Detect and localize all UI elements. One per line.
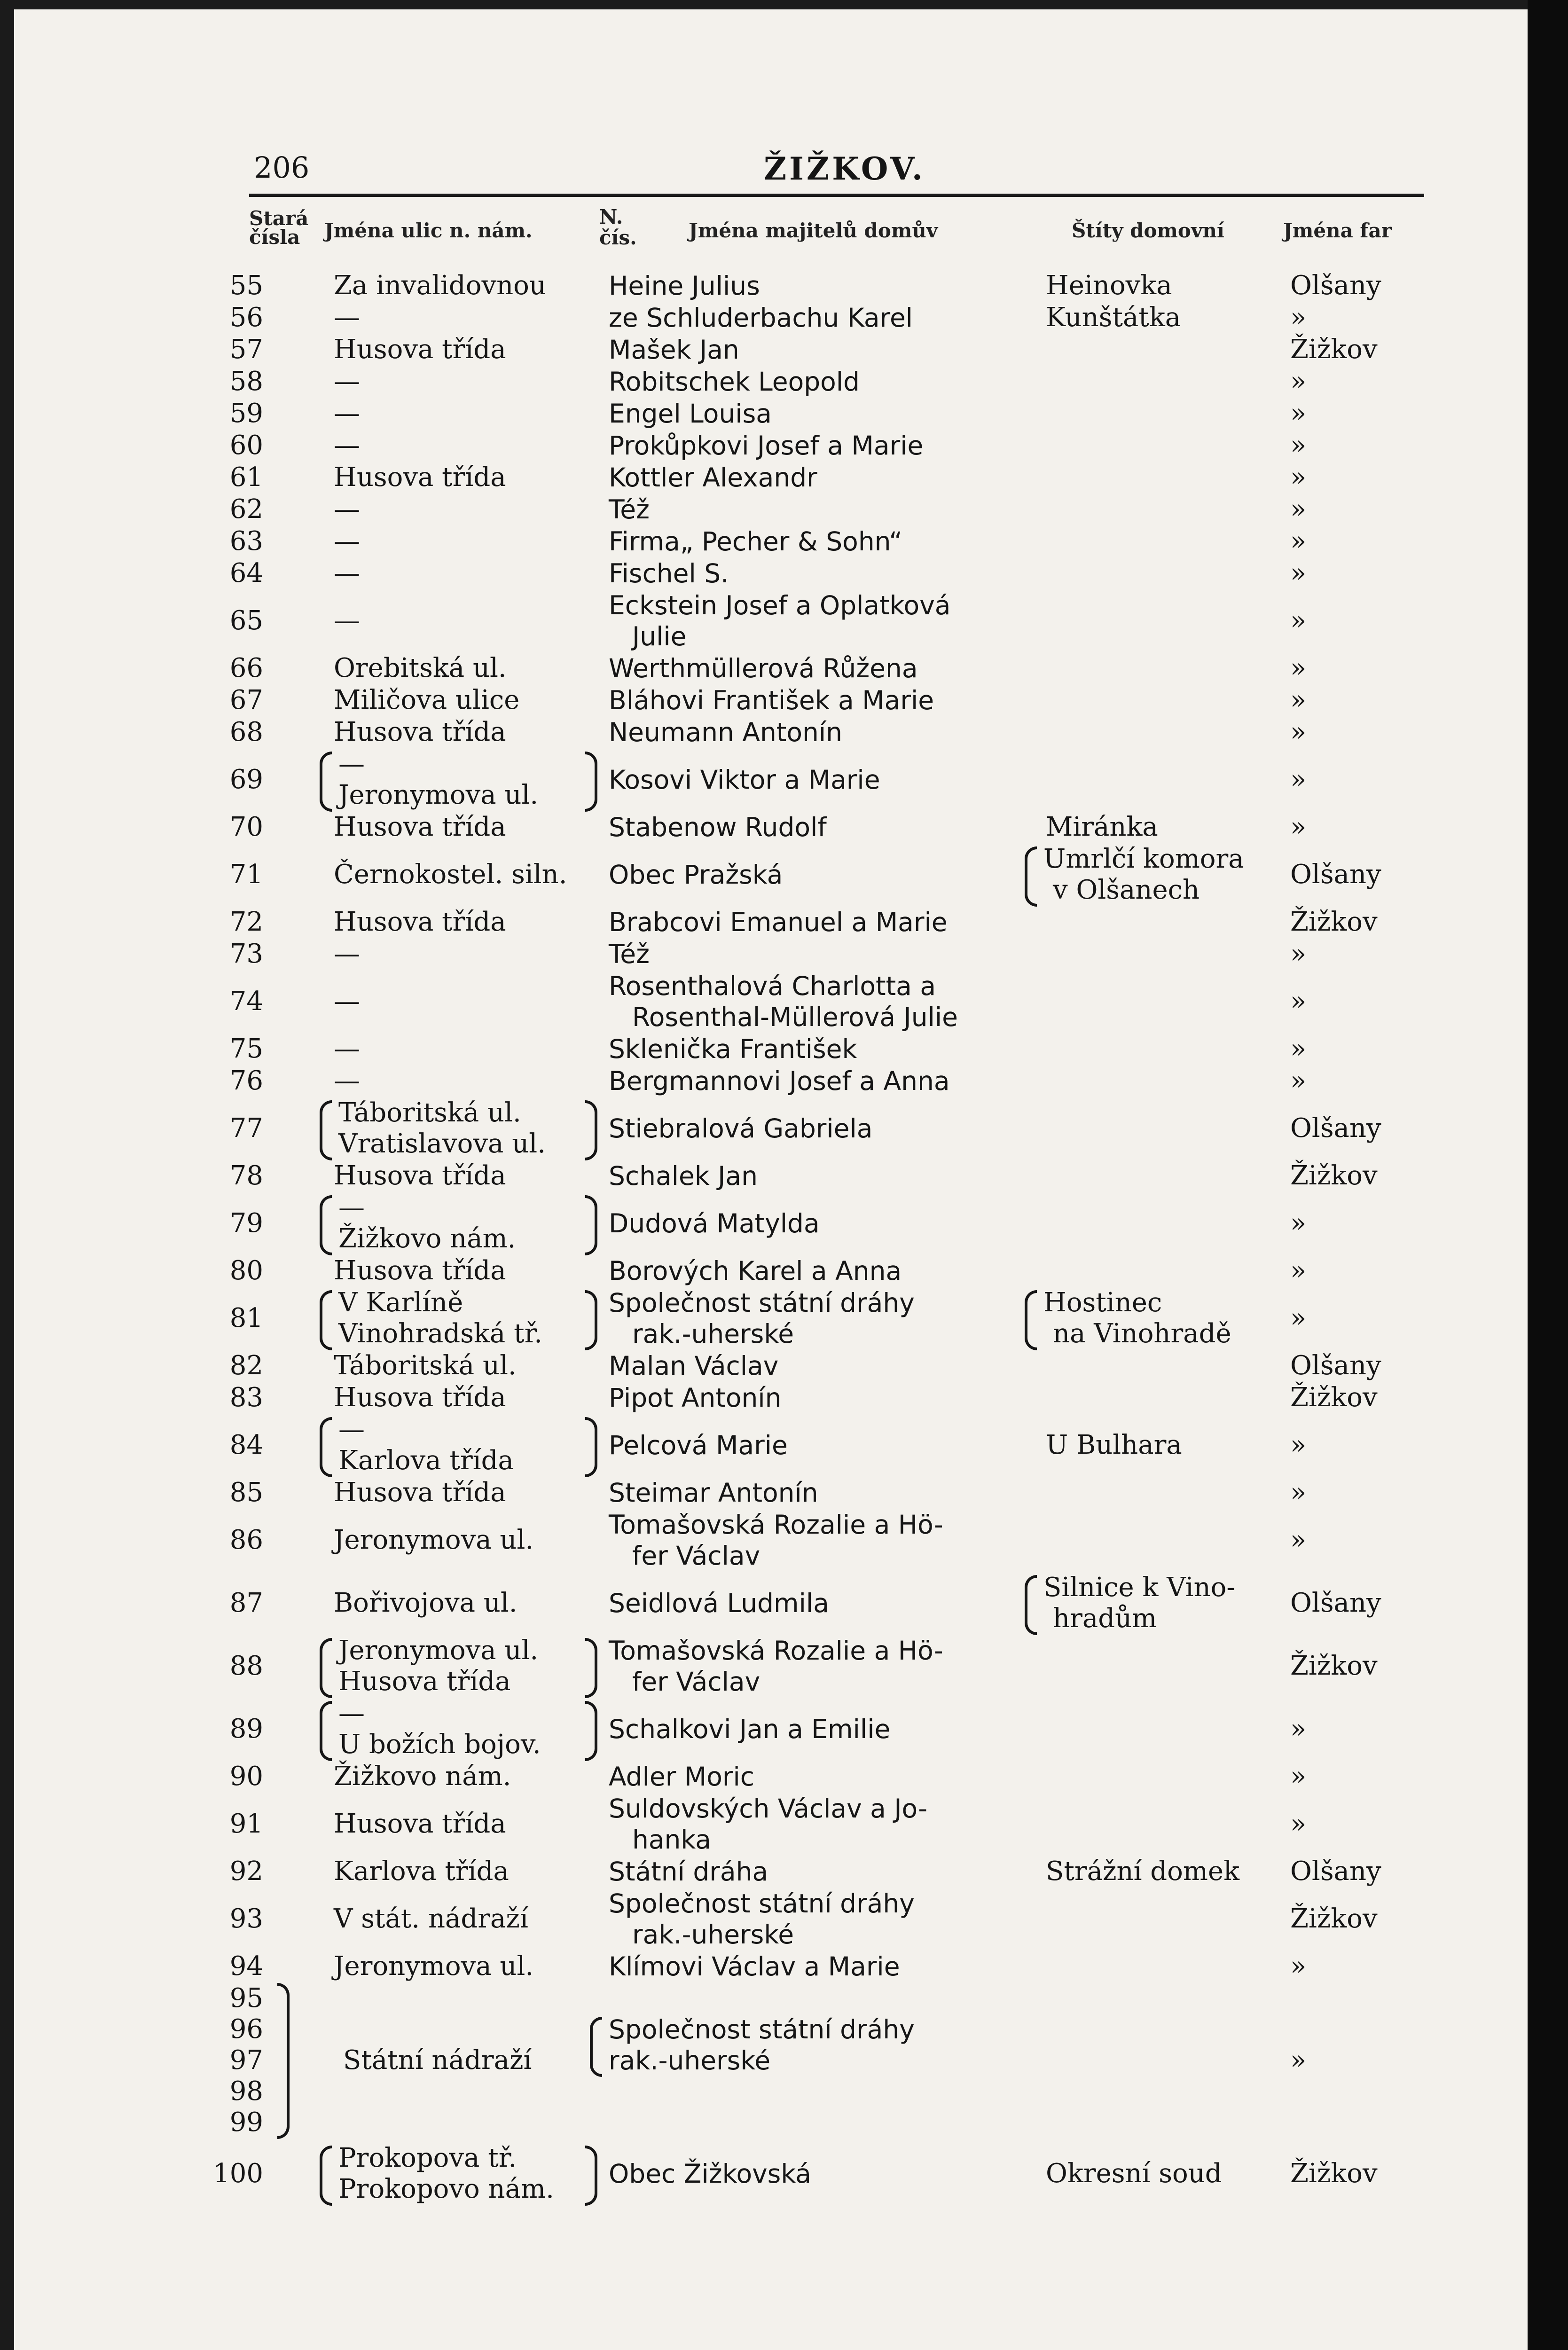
parish-name: Olšany xyxy=(1290,1856,1381,1887)
parish-name: Žižkov xyxy=(1290,1904,1378,1934)
parish-name: » xyxy=(1290,812,1307,842)
street-name: — xyxy=(334,939,360,969)
house-number: 82 xyxy=(229,1350,263,1381)
house-number: 56 xyxy=(229,302,263,333)
parish-name: » xyxy=(1290,605,1307,636)
parish-name: » xyxy=(1290,717,1307,747)
house-number: 64 xyxy=(229,558,263,588)
street-name: Jeronymova ul. xyxy=(334,1525,534,1555)
parish-name: » xyxy=(1290,1255,1307,1286)
street-name: Husova třída xyxy=(334,1809,506,1839)
street-name: — xyxy=(338,1192,365,1223)
owner-name: Stabenow Rudolf xyxy=(609,812,827,842)
house-number: 69 xyxy=(229,764,263,795)
street-name: Jeronymova ul. xyxy=(338,1635,539,1666)
street-brace xyxy=(585,1701,597,1761)
house-number: 94 xyxy=(229,1951,263,1982)
header-owners: Jména majitelů domův xyxy=(689,219,938,242)
owner-name: Schalek Jan xyxy=(609,1161,758,1191)
owner-name: Brabcovi Emanuel a Marie xyxy=(609,907,948,937)
owner-name: Mašek Jan xyxy=(609,335,739,365)
group-brace xyxy=(277,1983,290,2139)
street-brace xyxy=(320,1638,332,1698)
street-name: Státní nádraží xyxy=(343,2045,532,2076)
owner-name: Adler Moric xyxy=(609,1762,755,1792)
street-name: Husova třída xyxy=(334,1160,506,1191)
street-name: Husova třída xyxy=(334,812,506,842)
owner-name: Borových Karel a Anna xyxy=(609,1256,902,1286)
house-number: 84 xyxy=(229,1430,263,1460)
street-name: Bořivojova ul. xyxy=(334,1588,517,1618)
owner-name: Rosenthal-Müllerová Julie xyxy=(632,1002,958,1032)
parish-name: » xyxy=(1290,1761,1307,1792)
house-number: 80 xyxy=(229,1255,263,1286)
house-number: 68 xyxy=(229,717,263,747)
street-brace xyxy=(320,2146,332,2206)
street-name: Žižkovo nám. xyxy=(334,1761,511,1792)
parish-name: » xyxy=(1290,462,1307,493)
parish-name: » xyxy=(1290,986,1307,1017)
parish-name: » xyxy=(1290,1525,1307,1555)
street-name: Karlova třída xyxy=(338,1445,514,1476)
parish-name: » xyxy=(1290,1477,1307,1508)
sign-brace xyxy=(1025,846,1037,907)
house-number: 76 xyxy=(229,1065,263,1096)
parish-name: Žižkov xyxy=(1290,1382,1378,1413)
street-name: Prokopovo nám. xyxy=(338,2174,554,2204)
street-name: Karlova třída xyxy=(334,1856,509,1887)
owner-name: Eckstein Josef a Oplatková xyxy=(609,590,951,620)
street-name: — xyxy=(334,430,360,461)
house-number: 99 xyxy=(229,2107,263,2138)
street-name: — xyxy=(334,494,360,525)
house-number: 79 xyxy=(229,1208,263,1238)
owner-name: Též xyxy=(609,494,650,525)
house-number: 98 xyxy=(229,2076,263,2107)
street-name: Husova třída xyxy=(334,1255,506,1286)
street-name: — xyxy=(334,526,360,556)
owner-name: Obec Pražská xyxy=(609,860,783,890)
parish-name: » xyxy=(1290,302,1307,333)
house-number: 78 xyxy=(229,1160,263,1191)
house-sign: Strážní domek xyxy=(1046,1856,1240,1887)
street-name: Černokostel. siln. xyxy=(334,859,567,890)
owner-name: Heine Julius xyxy=(609,271,760,301)
house-sign: v Olšanech xyxy=(1053,875,1200,905)
page-edge-shadow xyxy=(1528,0,1568,2350)
house-number: 93 xyxy=(229,1904,263,1934)
parish-name: Žižkov xyxy=(1290,907,1378,937)
house-number: 75 xyxy=(229,1034,263,1064)
house-number: 83 xyxy=(229,1382,263,1413)
street-brace xyxy=(320,1290,332,1350)
owner-name: Tomašovská Rozalie a Hö- xyxy=(609,1636,943,1666)
street-name: Vratislavova ul. xyxy=(338,1128,546,1159)
owner-name: Klímovi Václav a Marie xyxy=(609,1951,900,1982)
owner-name: Pelcová Marie xyxy=(609,1430,788,1460)
owner-name: Seidlová Ludmila xyxy=(609,1588,829,1618)
owner-name: rak.-uherské xyxy=(632,1319,794,1349)
street-brace xyxy=(320,1195,332,1255)
street-brace xyxy=(320,1100,332,1160)
owner-brace xyxy=(590,2017,602,2077)
parish-name: Žižkov xyxy=(1290,1651,1378,1681)
street-brace xyxy=(320,752,332,812)
street-name: — xyxy=(334,1034,360,1064)
house-sign: Miránka xyxy=(1046,812,1158,842)
sign-brace xyxy=(1025,1575,1037,1635)
street-name: Prokopova tř. xyxy=(338,2143,517,2173)
street-name: Husova třída xyxy=(334,334,506,365)
owner-name: Kosovi Viktor a Marie xyxy=(609,765,880,795)
house-sign: hradům xyxy=(1053,1603,1157,1634)
owner-name: Engel Louisa xyxy=(609,399,772,429)
house-number: 74 xyxy=(229,986,263,1017)
parish-name: Olšany xyxy=(1290,270,1381,301)
parish-name: » xyxy=(1290,366,1307,397)
street-name: — xyxy=(338,1698,365,1729)
header-rule xyxy=(249,194,1424,197)
owner-name: Společnost státní dráhy xyxy=(609,2014,915,2044)
parish-name: » xyxy=(1290,2045,1307,2076)
street-name: Jeronymova ul. xyxy=(338,780,539,810)
street-name: — xyxy=(334,366,360,397)
street-name: Vinohradská tř. xyxy=(338,1318,542,1349)
house-number: 86 xyxy=(229,1525,263,1555)
house-number: 100 xyxy=(213,2158,263,2189)
house-sign: Umrlčí komora xyxy=(1043,844,1244,874)
house-number: 87 xyxy=(229,1588,263,1618)
house-sign: na Vinohradě xyxy=(1053,1318,1231,1349)
house-number: 85 xyxy=(229,1477,263,1508)
owner-name: Společnost státní dráhy xyxy=(609,1288,915,1318)
street-name: Orebitská ul. xyxy=(334,653,507,683)
owner-name: Schalkovi Jan a Emilie xyxy=(609,1714,891,1744)
owner-name: Sklenička František xyxy=(609,1034,857,1064)
street-name: — xyxy=(338,749,365,779)
owner-name: Pipot Antonín xyxy=(609,1383,782,1413)
owner-name: rak.-uherské xyxy=(632,1919,794,1950)
house-sign: U Bulhara xyxy=(1046,1430,1182,1460)
parish-name: » xyxy=(1290,653,1307,683)
house-sign: Silnice k Vino- xyxy=(1043,1572,1236,1603)
house-number: 91 xyxy=(229,1809,263,1839)
owner-name: Bergmannovi Josef a Anna xyxy=(609,1066,950,1096)
header-old-numbers: Stará čísla xyxy=(249,207,309,249)
owner-name: Kottler Alexandr xyxy=(609,462,817,493)
owner-name: hanka xyxy=(632,1825,712,1855)
page-title: ŽIŽKOV. xyxy=(764,150,925,187)
house-number: 65 xyxy=(229,605,263,636)
house-number: 66 xyxy=(229,653,263,683)
parish-name: » xyxy=(1290,526,1307,556)
owner-name: Malan Václav xyxy=(609,1351,779,1381)
house-number: 89 xyxy=(229,1714,263,1744)
house-number: 73 xyxy=(229,939,263,969)
parish-name: » xyxy=(1290,764,1307,795)
house-number: 60 xyxy=(229,430,263,461)
street-brace xyxy=(585,752,597,812)
street-name: Husova třída xyxy=(338,1666,511,1697)
street-name: — xyxy=(334,558,360,588)
street-brace xyxy=(585,1638,597,1698)
street-brace xyxy=(320,1701,332,1761)
owner-name: ze Schluderbachu Karel xyxy=(609,303,913,333)
parish-name: » xyxy=(1290,1034,1307,1064)
parish-name: » xyxy=(1290,1303,1307,1333)
house-number: 57 xyxy=(229,334,263,365)
page-number: 206 xyxy=(254,150,310,185)
street-name: Husova třída xyxy=(334,717,506,747)
owner-name: Prokůpkovi Josef a Marie xyxy=(609,431,924,461)
parish-name: » xyxy=(1290,685,1307,715)
house-number: 95 xyxy=(229,1983,263,2013)
parish-name: Olšany xyxy=(1290,1588,1381,1618)
owner-name: Stiebralová Gabriela xyxy=(609,1113,873,1144)
house-sign: Heinovka xyxy=(1046,270,1172,301)
street-name: U božích bojov. xyxy=(338,1729,541,1760)
parish-name: Žižkov xyxy=(1290,334,1378,365)
parish-name: » xyxy=(1290,398,1307,429)
owner-name: Též xyxy=(609,939,650,969)
owner-name: Neumann Antonín xyxy=(609,717,843,747)
parish-name: » xyxy=(1290,430,1307,461)
street-brace xyxy=(585,1417,597,1477)
street-name: — xyxy=(334,605,360,636)
owner-name: Bláhovi František a Marie xyxy=(609,685,934,715)
header-new-numbers: N. čís. xyxy=(599,205,637,249)
parish-name: » xyxy=(1290,1809,1307,1839)
house-number: 71 xyxy=(229,859,263,890)
house-number: 72 xyxy=(229,907,263,937)
owner-name: Firma„ Pecher & Sohn“ xyxy=(609,526,903,556)
owner-name: Obec Žižkovská xyxy=(609,2159,811,2189)
house-sign: Hostinec xyxy=(1043,1287,1162,1318)
street-name: — xyxy=(334,302,360,333)
street-name: — xyxy=(338,1414,365,1445)
owner-name: Státní dráha xyxy=(609,1856,768,1887)
street-name: Táboritská ul. xyxy=(334,1350,517,1381)
owner-name: Steimar Antonín xyxy=(609,1478,818,1508)
street-name: Husova třída xyxy=(334,907,506,937)
owner-name: Werthmüllerová Růžena xyxy=(609,653,918,683)
parish-name: Olšany xyxy=(1290,1113,1381,1144)
street-name: — xyxy=(334,398,360,429)
street-name: Jeronymova ul. xyxy=(334,1951,534,1982)
parish-name: » xyxy=(1290,1208,1307,1238)
house-number: 96 xyxy=(229,2014,263,2044)
sign-brace xyxy=(1025,1290,1037,1350)
street-name: Husova třída xyxy=(334,462,506,493)
parish-name: Žižkov xyxy=(1290,1160,1378,1191)
street-name: Žižkovo nám. xyxy=(338,1223,516,1254)
street-name: Za invalidovnou xyxy=(334,270,546,301)
header-streets: Jména ulic n. nám. xyxy=(324,219,533,242)
house-number: 55 xyxy=(229,270,263,301)
street-brace xyxy=(320,1417,332,1477)
owner-name: Julie xyxy=(632,621,687,651)
header-parishes: Jména far xyxy=(1283,219,1392,242)
house-number: 92 xyxy=(229,1856,263,1887)
street-brace xyxy=(585,1195,597,1255)
house-number: 62 xyxy=(229,494,263,525)
street-brace xyxy=(585,2146,597,2206)
parish-name: Žižkov xyxy=(1290,2158,1378,2189)
street-name: V stát. nádraží xyxy=(334,1904,528,1934)
parish-name: Olšany xyxy=(1290,1350,1381,1381)
street-name: — xyxy=(334,1065,360,1096)
house-number: 63 xyxy=(229,526,263,556)
street-brace xyxy=(585,1290,597,1350)
house-number: 90 xyxy=(229,1761,263,1792)
street-name: Miličova ulice xyxy=(334,685,520,715)
owner-name: Fischel S. xyxy=(609,558,729,588)
owner-name: Rosenthalová Charlotta a xyxy=(609,971,936,1001)
parish-name: » xyxy=(1290,494,1307,525)
header-signs: Štíty domovní xyxy=(1072,219,1224,242)
house-number: 77 xyxy=(229,1113,263,1144)
parish-name: Olšany xyxy=(1290,859,1381,890)
owner-name: Suldovských Václav a Jo- xyxy=(609,1794,928,1824)
street-name: — xyxy=(334,986,360,1017)
house-number: 58 xyxy=(229,366,263,397)
house-number: 81 xyxy=(229,1303,263,1333)
street-brace xyxy=(585,1100,597,1160)
house-number: 97 xyxy=(229,2045,263,2076)
parish-name: » xyxy=(1290,1065,1307,1096)
owner-name: Tomašovská Rozalie a Hö- xyxy=(609,1510,943,1540)
house-number: 59 xyxy=(229,398,263,429)
house-number: 61 xyxy=(229,462,263,493)
owner-name: fer Václav xyxy=(632,1541,760,1571)
street-name: Husova třída xyxy=(334,1477,506,1508)
parish-name: » xyxy=(1290,1430,1307,1460)
parish-name: » xyxy=(1290,1951,1307,1982)
house-number: 88 xyxy=(229,1651,263,1681)
street-name: Husova třída xyxy=(334,1382,506,1413)
house-number: 67 xyxy=(229,685,263,715)
house-number: 70 xyxy=(229,812,263,842)
owner-name: rak.-uherské xyxy=(609,2045,771,2076)
owner-name: fer Václav xyxy=(632,1667,760,1697)
parish-name: » xyxy=(1290,1714,1307,1744)
street-name: Táboritská ul. xyxy=(338,1097,521,1128)
house-sign: Kunštátka xyxy=(1046,302,1181,333)
parish-name: » xyxy=(1290,558,1307,588)
owner-name: Dudová Matylda xyxy=(609,1208,820,1238)
parish-name: » xyxy=(1290,939,1307,969)
house-sign: Okresní soud xyxy=(1046,2158,1222,2189)
owner-name: Robitschek Leopold xyxy=(609,367,860,397)
street-name: V Karlíně xyxy=(338,1287,463,1318)
book-page xyxy=(14,9,1528,2350)
owner-name: Společnost státní dráhy xyxy=(609,1888,915,1919)
